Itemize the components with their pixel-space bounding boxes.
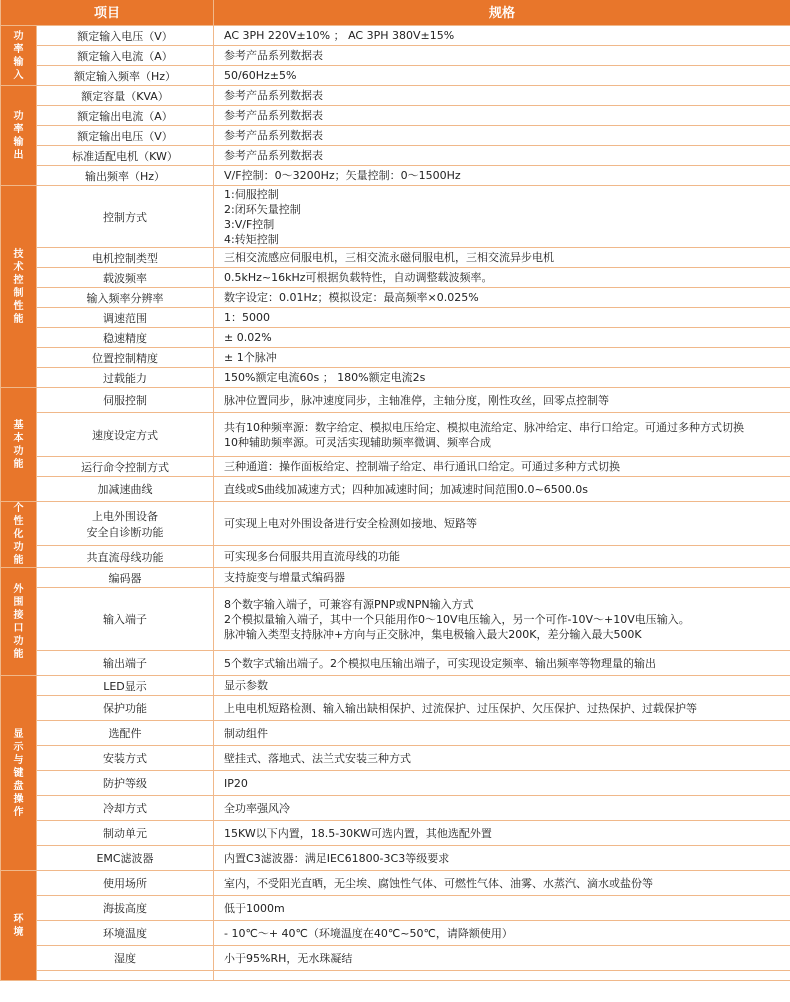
spec-body [1, 26, 790, 981]
spec-row [1, 457, 790, 477]
spec-row [1, 86, 790, 106]
spec-row [1, 502, 790, 546]
spec-row [1, 328, 790, 348]
section-label [1, 186, 37, 388]
spec-value [214, 971, 790, 981]
spec-value: IP20 [214, 771, 790, 796]
section-label-text: 基本功能 [13, 419, 24, 470]
spec-row [1, 721, 790, 746]
spec-value: 三种通道：操作面板给定、控制端子给定、串行通讯口给定。可通过多种方式切换 [214, 457, 790, 477]
spec-value: 参考产品系列数据表 [214, 106, 790, 126]
spec-value: ± 0.02% [214, 328, 790, 348]
spec-item: 额定输入电流（A） [37, 46, 214, 66]
section-label-text: 技术控制性能 [13, 248, 24, 325]
spec-row [1, 368, 790, 388]
spec-item: 使用场所 [37, 871, 214, 896]
spec-value: 壁挂式、落地式、法兰式安装三种方式 [214, 746, 790, 771]
spec-value: 室内，不受阳光直晒，无尘埃、腐蚀性气体、可燃性气体、油雾、水蒸汽、滴水或盐份等 [214, 871, 790, 896]
spec-row [1, 821, 790, 846]
header-row [1, 0, 790, 26]
spec-row [1, 308, 790, 328]
spec-row [1, 106, 790, 126]
spec-value: 共有10种频率源：数字给定、模拟电压给定、模拟电流给定、脉冲给定、串行口给定。可通过多种方式切换 10种辅助频率源。可灵活实现辅助频率微调、频率合成 [214, 413, 790, 457]
spec-row [1, 388, 790, 413]
section-label [1, 388, 37, 502]
spec-item: 额定输入电压（V） [37, 26, 214, 46]
spec-value: ± 1个脉冲 [214, 348, 790, 368]
section-label [1, 86, 37, 186]
spec-item: 额定输出电流（A） [37, 106, 214, 126]
section-label [1, 568, 37, 676]
spec-row [1, 796, 790, 821]
spec-row [1, 268, 790, 288]
spec-item: EMC滤波器 [37, 846, 214, 871]
spec-row [1, 26, 790, 46]
spec-row [1, 546, 790, 568]
spec-value: 全功率强风冷 [214, 796, 790, 821]
spec-item: 额定容量（KVA） [37, 86, 214, 106]
spec-value: 参考产品系列数据表 [214, 146, 790, 166]
spec-value: 50/60Hz±5% [214, 66, 790, 86]
spec-item: 额定输出电压（V） [37, 126, 214, 146]
spec-value: 150%额定电流60s ； 180%额定电流2s [214, 368, 790, 388]
spec-row [1, 46, 790, 66]
spec-item: 运行命令控制方式 [37, 457, 214, 477]
spec-row [1, 126, 790, 146]
section-label-text: 环境 [13, 913, 24, 938]
section-label-text: 外围接口功能 [13, 583, 24, 660]
spec-row [1, 696, 790, 721]
section-label [1, 676, 37, 871]
spec-item: 速度设定方式 [37, 413, 214, 457]
spec-value: AC 3PH 220V±10% ； AC 3PH 380V±15% [214, 26, 790, 46]
spec-row [1, 477, 790, 502]
section-label-text: 功率输出 [13, 110, 24, 161]
section-label [1, 26, 37, 86]
spec-row [1, 846, 790, 871]
spec-value: 0.5kHz~16kHz可根据负载特性，自动调整载波频率。 [214, 268, 790, 288]
spec-value: 制动组件 [214, 721, 790, 746]
spec-value: 15KW以下内置，18.5-30KW可选内置，其他选配外置 [214, 821, 790, 846]
spec-row [1, 921, 790, 946]
spec-value: 显示参数 [214, 676, 790, 696]
spec-value: 支持旋变与增量式编码器 [214, 568, 790, 588]
spec-value: 上电电机短路检测、输入输出缺相保护、过流保护、过压保护、欠压保护、过热保护、过载保护等 [214, 696, 790, 721]
spec-item: 安装方式 [37, 746, 214, 771]
spec-value: 直线或S曲线加减速方式；四种加减速时间；加减速时间范围0.0~6500.0s [214, 477, 790, 502]
section-label-text: 显示与键盘操作 [13, 728, 24, 818]
spec-item: 载波频率 [37, 268, 214, 288]
spec-value: 参考产品系列数据表 [214, 126, 790, 146]
spec-row [1, 971, 790, 981]
header-item: 项目 [1, 0, 214, 26]
spec-value: 1：5000 [214, 308, 790, 328]
spec-row [1, 348, 790, 368]
spec-value: 8个数字输入端子，可兼容有源PNP或NPN输入方式 2个模拟量输入端子，其中一个只能用作0～10V电压输入，另一个可作-10V～+10V电压输入。 脉冲输入类型支持脉冲+方向与正交脉冲，集电极输入最大200K，差分输入最大500K [214, 588, 790, 651]
section-label-text: 功率输入 [13, 30, 24, 81]
spec-item: 加减速曲线 [37, 477, 214, 502]
spec-item: 保护功能 [37, 696, 214, 721]
spec-row [1, 146, 790, 166]
spec-value: 数字设定：0.01Hz；模拟设定：最高频率×0.025% [214, 288, 790, 308]
spec-item: 位置控制精度 [37, 348, 214, 368]
spec-item: 调速范围 [37, 308, 214, 328]
spec-row [1, 186, 790, 248]
spec-row [1, 166, 790, 186]
spec-item: 防护等级 [37, 771, 214, 796]
spec-row [1, 746, 790, 771]
spec-value: 参考产品系列数据表 [214, 86, 790, 106]
spec-item: 电机控制类型 [37, 248, 214, 268]
section-label [1, 502, 37, 568]
spec-item: 上电外围设备 安全自诊断功能 [37, 502, 214, 546]
spec-item: 输入频率分辨率 [37, 288, 214, 308]
spec-item: 稳速精度 [37, 328, 214, 348]
spec-value: 三相交流感应伺服电机，三相交流永磁伺服电机，三相交流异步电机 [214, 248, 790, 268]
spec-item: 输出端子 [37, 651, 214, 676]
spec-item: 冷却方式 [37, 796, 214, 821]
spec-item: 过载能力 [37, 368, 214, 388]
spec-row [1, 676, 790, 696]
spec-item: 选配件 [37, 721, 214, 746]
spec-value: 参考产品系列数据表 [214, 46, 790, 66]
spec-row [1, 66, 790, 86]
spec-item: 编码器 [37, 568, 214, 588]
spec-item: 制动单元 [37, 821, 214, 846]
spec-item: 湿度 [37, 946, 214, 971]
spec-value: - 10℃～+ 40℃（环境温度在40℃~50℃，请降额使用） [214, 921, 790, 946]
spec-row [1, 413, 790, 457]
spec-value: 小于95%RH，无水珠凝结 [214, 946, 790, 971]
spec-item: 控制方式 [37, 186, 214, 248]
spec-value: 内置C3滤波器：满足IEC61800-3C3等级要求 [214, 846, 790, 871]
spec-row [1, 288, 790, 308]
spec-item: 输出频率（Hz） [37, 166, 214, 186]
spec-item: 输入端子 [37, 588, 214, 651]
spec-value: 1:伺服控制 2:闭环矢量控制 3:V/F控制 4:转矩控制 [214, 186, 790, 248]
spec-item: 共直流母线功能 [37, 546, 214, 568]
spec-item [37, 971, 214, 981]
spec-value: 5个数字式输出端子。2个模拟电压输出端子，可实现设定频率、输出频率等物理量的输出 [214, 651, 790, 676]
spec-row [1, 771, 790, 796]
spec-value: 脉冲位置同步，脉冲速度同步，主轴准停，主轴分度，刚性攻丝，回零点控制等 [214, 388, 790, 413]
spec-item: 伺服控制 [37, 388, 214, 413]
spec-row [1, 568, 790, 588]
spec-item: 环境温度 [37, 921, 214, 946]
spec-row [1, 871, 790, 896]
spec-row [1, 896, 790, 921]
section-label-text: 个性化功能 [13, 503, 24, 566]
spec-row [1, 651, 790, 676]
spec-item: 海拔高度 [37, 896, 214, 921]
spec-row [1, 588, 790, 651]
spec-value: 可实现多台伺服共用直流母线的功能 [214, 546, 790, 568]
spec-row [1, 946, 790, 971]
spec-item: LED显示 [37, 676, 214, 696]
spec-row [1, 248, 790, 268]
section-label [1, 871, 37, 981]
header-spec: 规格 [214, 0, 790, 26]
spec-value: V/F控制：0～3200Hz；矢量控制：0～1500Hz [214, 166, 790, 186]
spec-item: 额定输入频率（Hz） [37, 66, 214, 86]
spec-value: 可实现上电对外围设备进行安全检测如接地、短路等 [214, 502, 790, 546]
spec-value: 低于1000m [214, 896, 790, 921]
spec-item: 标准适配电机（KW） [37, 146, 214, 166]
